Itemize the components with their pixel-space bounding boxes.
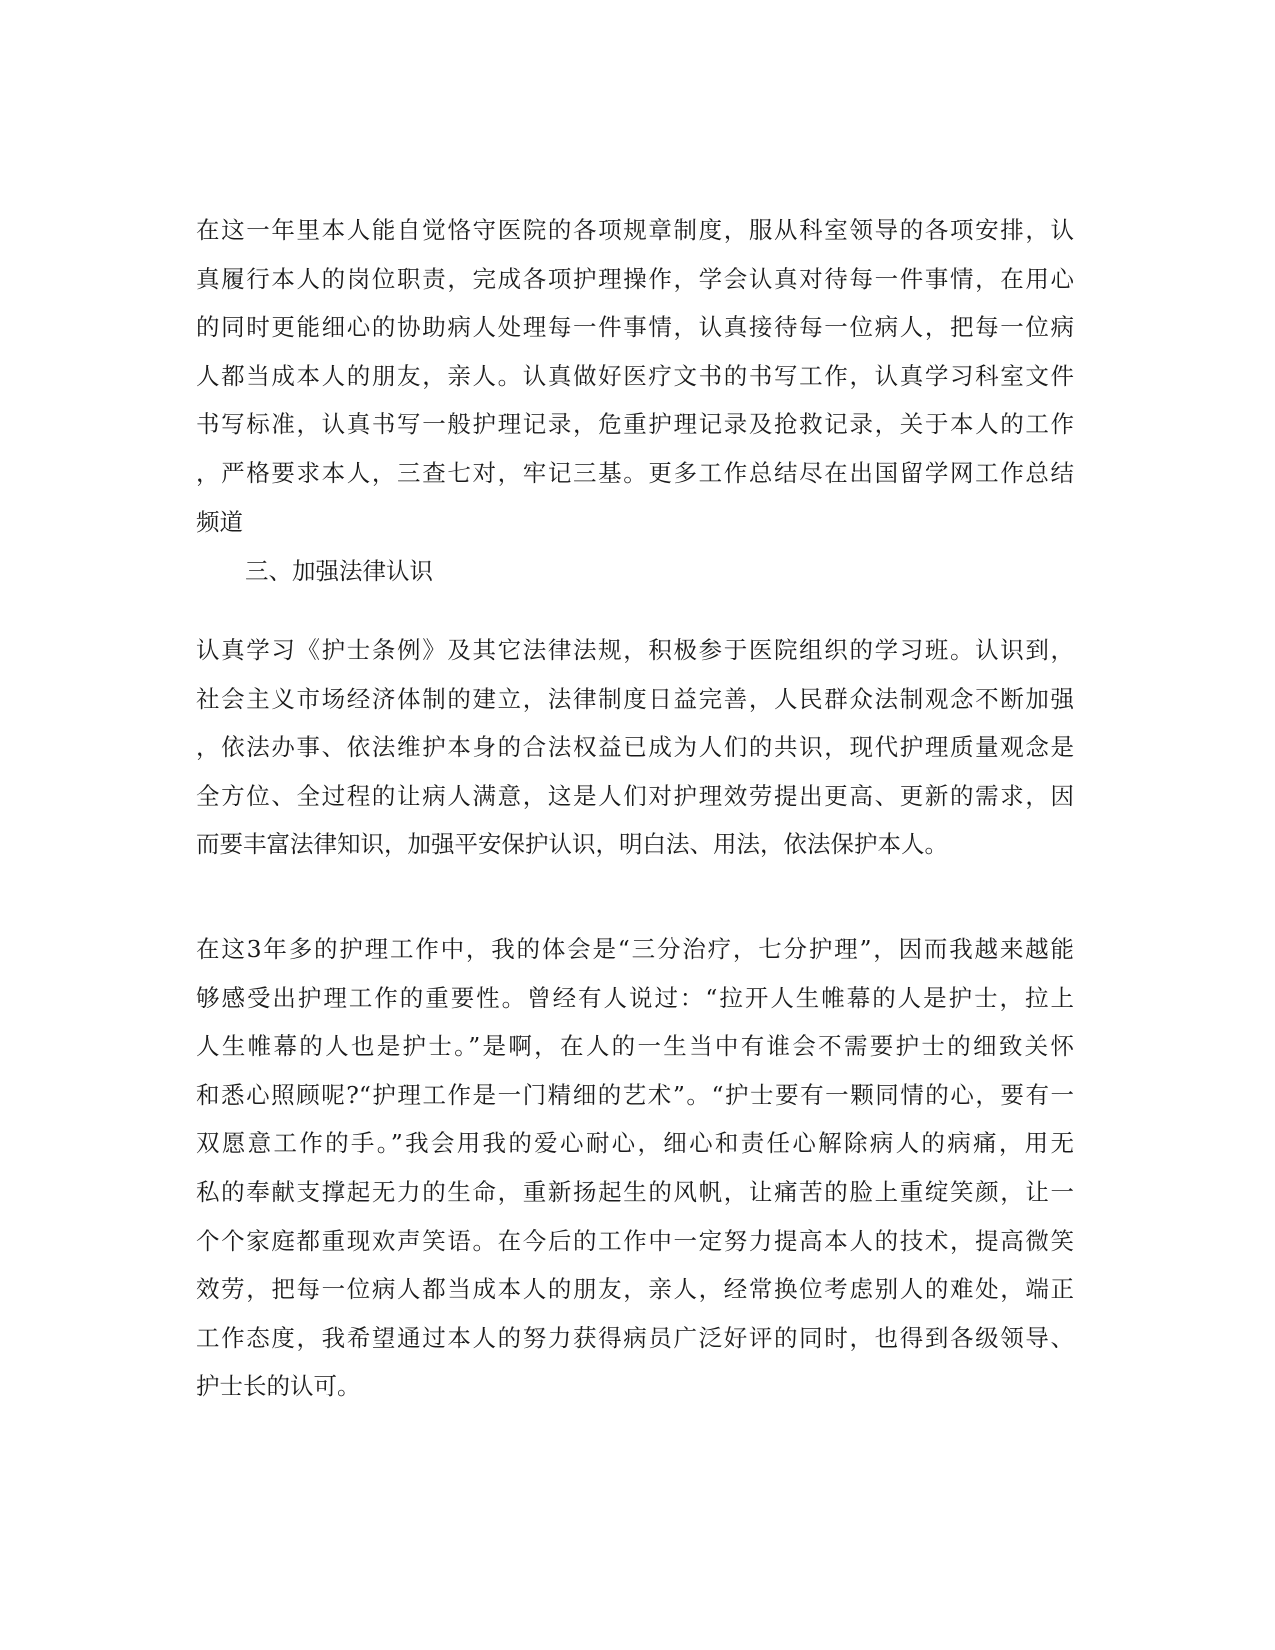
paragraph-line: 个个家庭都重现欢声笑语。在今后的工作中一定努力提高本人的技术，提高微笑 [196, 1226, 1074, 1255]
paragraph-line: ，严格要求本人，三查七对，牢记三基。更多工作总结尽在出国留学网工作总结 [196, 458, 1074, 487]
paragraph-line: 真履行本人的岗位职责，完成各项护理操作，学会认真对待每一件事情，在用心 [196, 264, 1074, 293]
paragraph-legal-awareness [196, 626, 1074, 869]
paragraph-line: 护士长的认可。 [196, 1372, 361, 1401]
section-heading-text: 三、加强法律认识 [245, 557, 433, 585]
paragraph-line: 私的奉献支撑起无力的生命，重新扬起生的风帆，让痛苦的脸上重绽笑颜，让一 [196, 1177, 1074, 1206]
paragraph-line: 工作态度，我希望通过本人的努力获得病员广泛好评的同时，也得到各级领导、 [196, 1323, 1074, 1352]
paragraph-line: 双愿意工作的手。”我会用我的爱心耐心，细心和责任心解除病人的病痛，用无 [196, 1129, 1074, 1158]
paragraph-line: 频道 [196, 507, 243, 536]
paragraph-work-attitude [196, 206, 1074, 546]
paragraph-line: 全方位、全过程的让病人满意，这是人们对护理效劳提出更高、更新的需求，因 [196, 781, 1074, 810]
section-heading [245, 547, 645, 596]
paragraph-nursing-experience [196, 925, 1074, 1411]
paragraph-line: ，依法办事、依法维护本身的合法权益已成为人们的共识，现代护理质量观念是 [196, 733, 1074, 762]
paragraph-line: 认真学习《护士条例》及其它法律法规，积极参于医院组织的学习班。认识到， [196, 636, 1074, 664]
paragraph-line: 够感受出护理工作的重要性。曾经有人说过：“拉开人生帷幕的人是护士，拉上 [196, 983, 1074, 1012]
paragraph-line: 而要丰富法律知识，加强平安保护认识，明白法、用法，依法保护本人。 [196, 830, 948, 859]
paragraph-line: 效劳，把每一位病人都当成本人的朋友，亲人，经常换位考虑别人的难处，端正 [196, 1275, 1074, 1304]
paragraph-line: 在这3年多的护理工作中，我的体会是“三分治疗，七分护理”，因而我越来越能 [196, 935, 1074, 963]
paragraph-line: 的同时更能细心的协助病人处理每一件事情，认真接待每一位病人，把每一位病 [196, 313, 1074, 342]
paragraph-line: 人生帷幕的人也是护士。”是啊，在人的一生当中有谁会不需要护士的细致关怀 [196, 1032, 1074, 1061]
paragraph-line: 书写标准，认真书写一般护理记录，危重护理记录及抢救记录，关于本人的工作 [196, 410, 1074, 439]
paragraph-line: 社会主义市场经济体制的建立，法律制度日益完善，人民群众法制观念不断加强 [196, 684, 1074, 713]
paragraph-line: 人都当成本人的朋友，亲人。认真做好医疗文书的书写工作，认真学习科室文件 [196, 361, 1074, 390]
paragraph-line: 在这一年里本人能自觉恪守医院的各项规章制度，服从科室领导的各项安排，认 [196, 216, 1074, 244]
paragraph-line: 和悉心照顾呢?“护理工作是一门精细的艺术”。“护士要有一颗同情的心，要有一 [196, 1080, 1074, 1109]
